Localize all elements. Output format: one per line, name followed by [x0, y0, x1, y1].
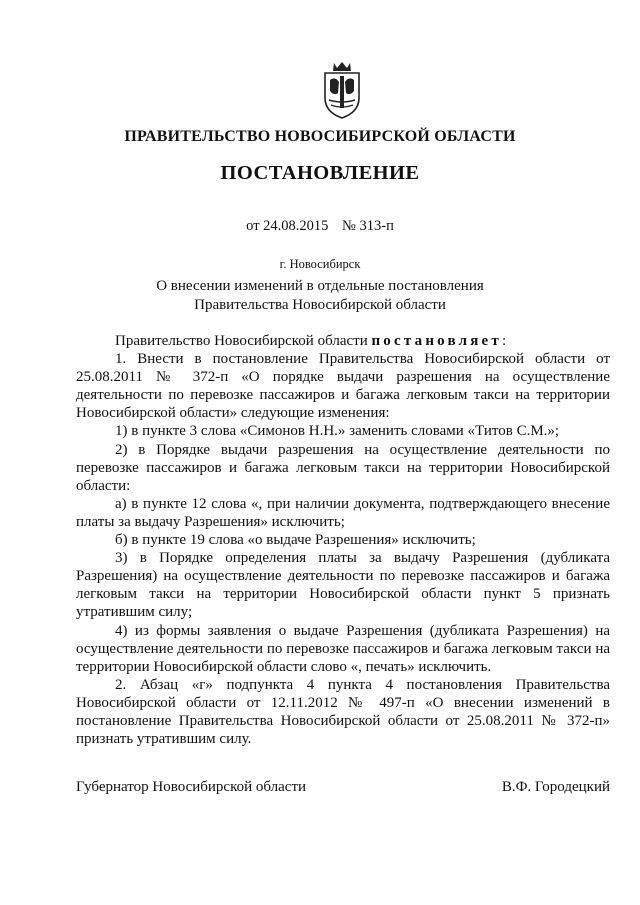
signatory-name: В.Ф. Городецкий [501, 779, 610, 795]
signatory-position: Губернатор Новосибирской области [76, 779, 307, 795]
document-date: 24.08.2015 [263, 218, 329, 234]
paragraph-1-4: 4) из формы заявления о выдаче Разрешения (дубликата Разрешения) на осуществление деятельности по перевозке пассажиров и багажа легковым такси на территории Новосибирской области слово «, печать» исключить. [76, 622, 610, 675]
subject-line: О внесении изменений в отдельные постановления [156, 278, 484, 294]
document-number: № 313-п [342, 218, 394, 234]
paragraph-1-1: 1) в пункте 3 слова «Симонов Н.Н.» заменить словами «Титов С.М.»; [115, 423, 560, 440]
paragraph-1-2-b: б) в пункте 19 слова «о выдаче Разрешения» исключить; [115, 532, 476, 549]
paragraph-1-2-a: а) в пункте 12 слова «, при наличии документа, подтверждающего внесение платы за выдачу Разрешения» исключить; [76, 495, 610, 530]
intro-text: Правительство Новосибирской области [115, 333, 368, 349]
document-type: ПОСТАНОВЛЕНИЕ [220, 162, 420, 184]
intro-colon: : [501, 333, 507, 349]
document-body [76, 332, 610, 748]
document-city: г. Новосибирск [279, 257, 361, 271]
paragraph-1-3: 3) в Порядке определения платы за выдачу Разрешения (дубликата Разрешения) на осуществление деятельности по перевозке пассажиров и багажа легковым такси на территории Новосибирской области пункт 5 признать утратившим силу; [76, 550, 610, 621]
document-subject [0, 277, 640, 315]
subject-line: Правительства Новосибирской области [194, 297, 446, 313]
date-prefix: от [246, 218, 260, 234]
resolves-word: постановляет [371, 333, 502, 349]
novosibirsk-coat-of-arms-icon [317, 60, 367, 120]
document-date-number [0, 218, 640, 235]
paragraph-1: 1. Внести в постановление Правительства Новосибирской области от 25.08.2011 № 372-п «О порядке выдачи разрешения на осуществление деятельности по перевозке пассажиров и багажа легковым такси на территории Новосибирской области» следующие изменения: [76, 351, 610, 422]
organization-name: ПРАВИТЕЛЬСТВО НОВОСИБИРСКОЙ ОБЛАСТИ [124, 128, 516, 145]
paragraph-1-2: 2) в Порядке выдачи разрешения на осуществление деятельности по перевозке пассажиров и багажа легковым такси на территории Новосибирской области: [76, 441, 610, 494]
intro-paragraph [76, 332, 610, 350]
paragraph-2: 2. Абзац «г» подпункта 4 пункта 4 постановления Правительства Новосибирской области от 12.11.2012 № 497-п «О внесении изменений в постановление Правительства Новосибирской области от 25.08.2011 № 372-п» признать утратившим силу. [76, 676, 610, 748]
